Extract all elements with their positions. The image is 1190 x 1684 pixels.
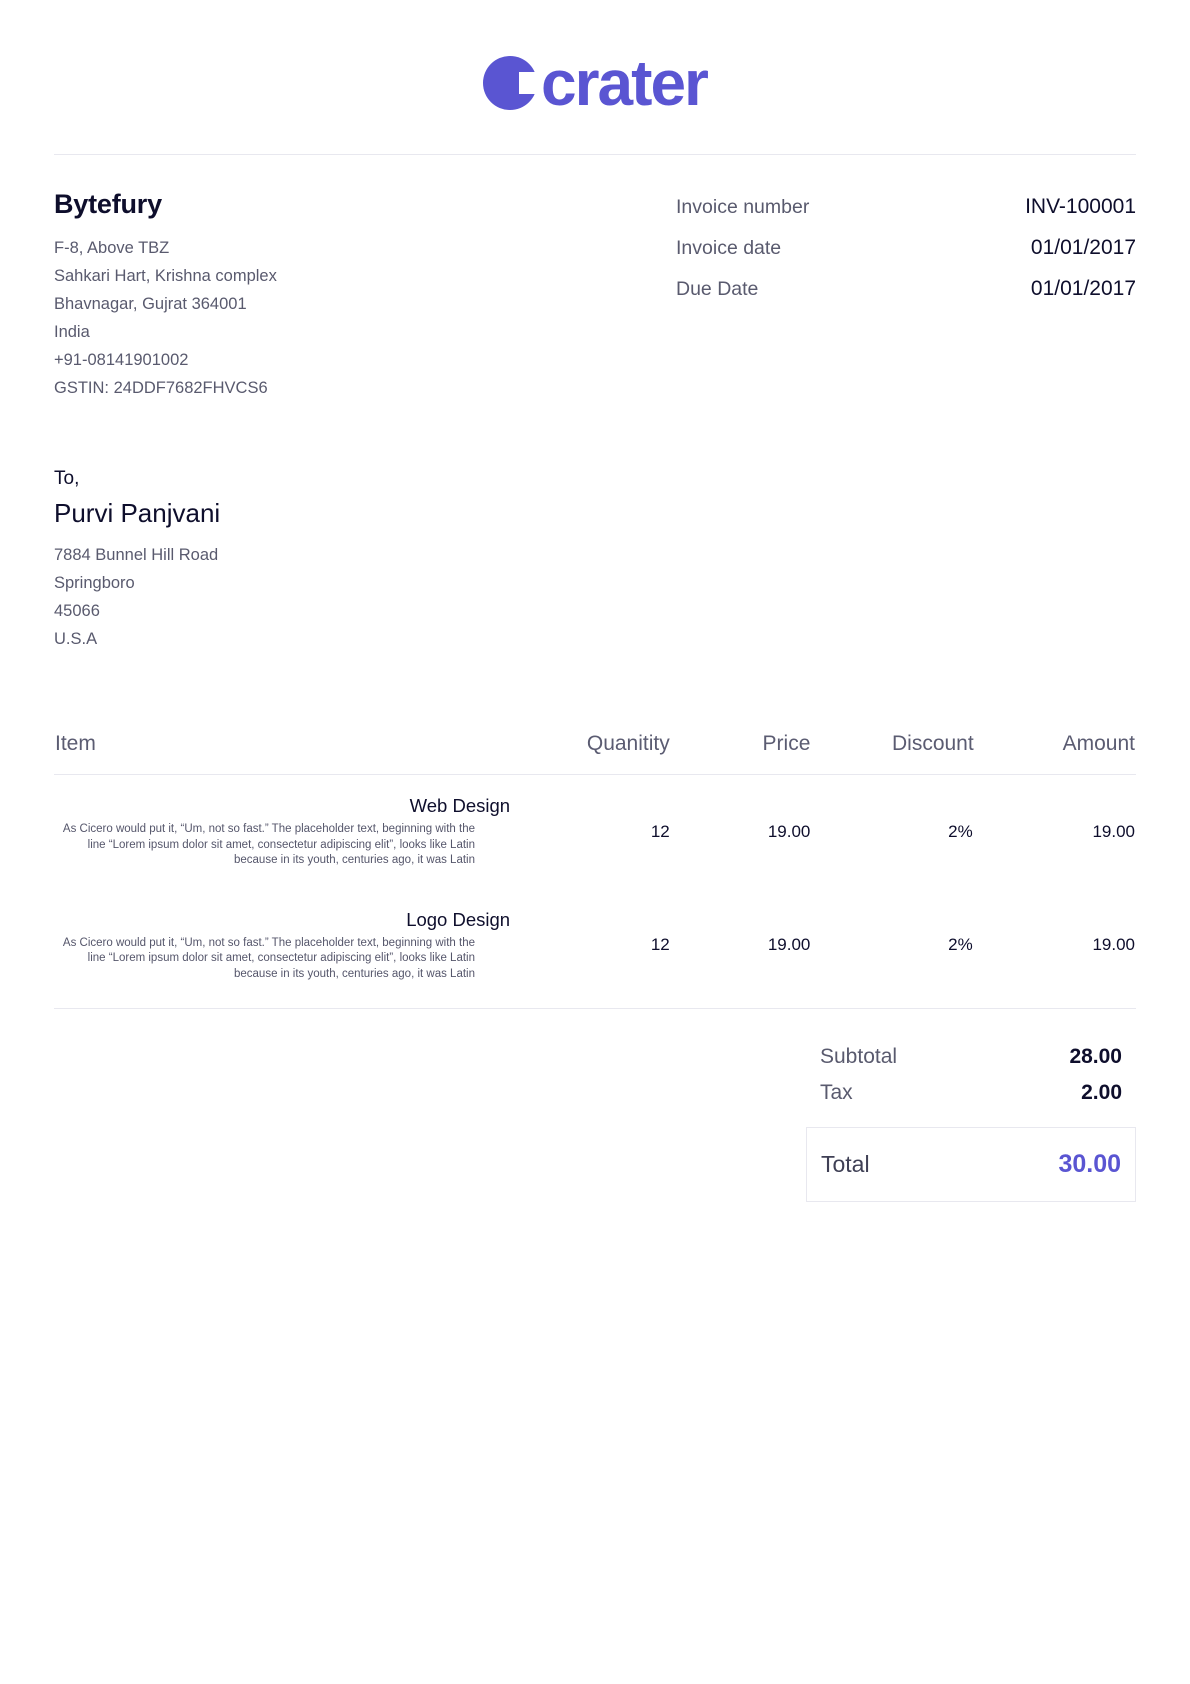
company-name: Bytefury (54, 189, 162, 219)
billing-address-line: 45066 (54, 602, 100, 620)
tax-value: 2.00 (1081, 1081, 1122, 1104)
crater-logo-icon (483, 56, 537, 110)
grand-total-label: Total (821, 1151, 870, 1177)
company-block (54, 189, 277, 402)
due-date-label: Due Date (676, 278, 759, 300)
tax-label: Tax (820, 1081, 853, 1104)
column-header-item: Item (54, 731, 530, 775)
billing-customer-name: Purvi Panjvani (54, 498, 221, 528)
company-address-line: Bhavnagar, Gujrat 364001 (54, 295, 247, 313)
tax-row (806, 1075, 1136, 1111)
line-items-body (54, 775, 1136, 1009)
grand-total-value: 30.00 (1058, 1150, 1121, 1178)
line-items-section (0, 653, 1190, 1009)
column-header-quantity: Quanitity (530, 731, 671, 775)
totals-section (0, 1009, 1190, 1202)
invoice-number-row (676, 195, 1136, 219)
company-phone: +91-08141901002 (54, 351, 189, 369)
invoice-number-label: Invoice number (676, 196, 810, 218)
line-item-discount: 2% (811, 889, 973, 1009)
line-item-amount: 19.00 (1092, 821, 1135, 841)
line-item-quantity: 12 (650, 821, 670, 841)
company-address-line: India (54, 323, 90, 341)
brand-logo (0, 0, 1190, 120)
company-gstin: GSTIN: 24DDF7682FHVCS6 (54, 379, 268, 397)
table-header-row (54, 731, 1136, 775)
grand-total-row (806, 1127, 1136, 1202)
line-item-title: Web Design (409, 795, 511, 816)
billing-address-line: 7884 Bunnel Hill Road (54, 546, 219, 564)
line-item-amount: 19.00 (974, 889, 1136, 1009)
line-item-description: As Cicero would put it, “Um, not so fast.” The placeholder text, beginning with the line “Lorem ipsum dolor sit amet, consectetur adipiscing elit”, looks like Latin because in its youth, centuries ago, it was Latin (62, 823, 475, 866)
billing-address-line: U.S.A (54, 630, 98, 648)
billing-block (0, 402, 1190, 653)
column-header-amount: Amount (974, 731, 1136, 775)
due-date-value: 01/01/2017 (1030, 277, 1136, 300)
billing-to-label: To, (54, 468, 80, 489)
billing-address (54, 541, 1136, 653)
brand-logo-text: crater (541, 47, 707, 119)
invoice-date-row (676, 236, 1136, 260)
line-item-description: As Cicero would put it, “Um, not so fast.” The placeholder text, beginning with the line “Lorem ipsum dolor sit amet, consectetur adipiscing elit”, looks like Latin because in its youth, centuries ago, it was Latin (62, 936, 475, 980)
invoice-header (0, 155, 1190, 402)
company-address-line: F-8, Above TBZ (54, 239, 170, 257)
column-header-discount: Discount (811, 731, 973, 775)
subtotal-row (806, 1039, 1136, 1075)
line-items-head (54, 731, 1136, 775)
invoice-number-value: INV-100001 (1025, 195, 1136, 218)
company-address-line: Sahkari Hart, Krishna complex (54, 267, 277, 285)
column-header-price: Price (671, 731, 812, 775)
line-item-discount: 2% (948, 821, 973, 841)
invoice-date-value: 01/01/2017 (1030, 236, 1136, 259)
line-item-price: 19.00 (671, 889, 812, 1009)
company-address (54, 234, 277, 402)
line-item-title: Logo Design (406, 908, 511, 930)
line-items-table (54, 731, 1136, 1009)
line-item-cell (54, 775, 530, 889)
line-item-price: 19.00 (767, 821, 811, 841)
billing-address-line: Springboro (54, 574, 135, 592)
line-item-quantity: 12 (530, 889, 671, 1009)
invoice-meta (676, 189, 1136, 402)
totals-inner (806, 1039, 1136, 1202)
line-item-cell (54, 889, 530, 1009)
subtotal-label: Subtotal (820, 1045, 898, 1068)
table-row (54, 775, 1136, 889)
due-date-row (676, 277, 1136, 301)
invoice-date-label: Invoice date (676, 237, 782, 259)
table-row (54, 889, 1136, 1009)
subtotal-value: 28.00 (1069, 1045, 1122, 1068)
